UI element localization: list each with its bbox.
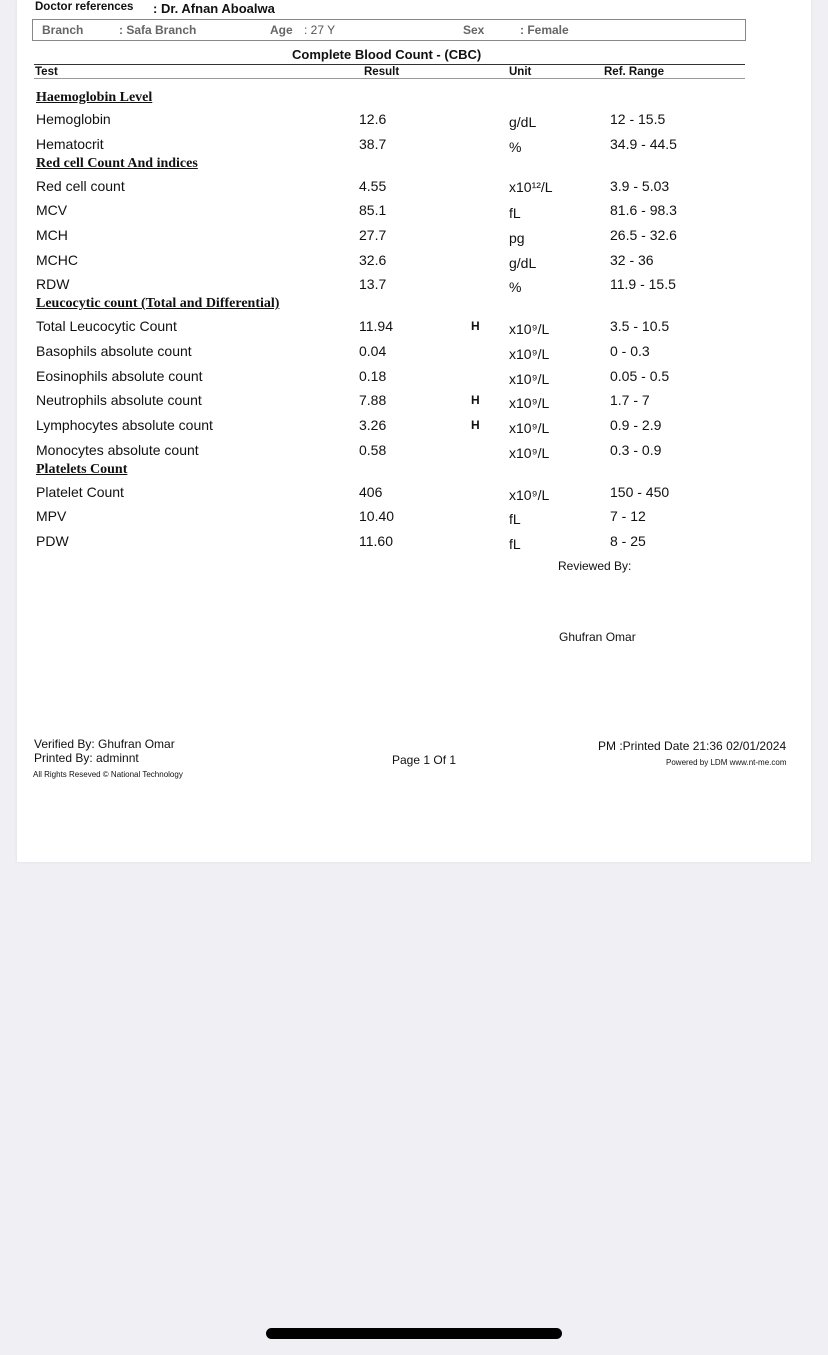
test-name: RDW — [36, 276, 70, 292]
test-result: 4.55 — [359, 178, 387, 194]
header-divider — [34, 64, 745, 65]
test-unit: fL — [509, 536, 521, 552]
page-number: Page 1 Of 1 — [392, 753, 457, 767]
high-flag: H — [471, 319, 480, 333]
test-name: Monocytes absolute count — [36, 442, 199, 458]
test-unit: x10⁹/L — [509, 420, 550, 436]
test-result: 85.1 — [359, 202, 387, 218]
reviewed-by-label: Reviewed By: — [558, 559, 632, 573]
printed-date: PM :Printed Date 21:36 02/01/2024 — [598, 739, 787, 753]
doctor-label: Doctor references — [35, 1, 134, 13]
test-name: Eosinophils absolute count — [36, 368, 203, 384]
test-name: Neutrophils absolute count — [36, 392, 202, 408]
section-leucocytic: Leucocytic count (Total and Differential) — [36, 296, 280, 311]
sex-value: : Female — [520, 23, 569, 37]
test-unit: x10⁹/L — [509, 445, 550, 461]
test-result: 11.94 — [359, 318, 393, 334]
test-result: 27.7 — [359, 227, 387, 243]
test-result: 0.18 — [359, 368, 387, 384]
test-name: Lymphocytes absolute count — [36, 417, 213, 433]
test-unit: g/dL — [509, 255, 537, 271]
reference-range: 0.3 - 0.9 — [610, 442, 662, 458]
printed-by: Printed By: adminnt — [34, 751, 139, 765]
test-name: MCHC — [36, 252, 78, 268]
age-label: Age — [270, 23, 293, 37]
test-name: Basophils absolute count — [36, 343, 192, 359]
test-name: Platelet Count — [36, 484, 124, 500]
column-ref-range: Ref. Range — [604, 66, 665, 78]
test-result: 11.60 — [359, 533, 393, 549]
high-flag: H — [471, 418, 480, 432]
test-result: 32.6 — [359, 252, 387, 268]
report-title: Complete Blood Count - (CBC) — [292, 47, 482, 62]
test-unit: x10⁹/L — [509, 487, 550, 503]
branch-label: Branch — [42, 23, 84, 37]
column-divider — [34, 78, 745, 79]
sex-label: Sex — [463, 23, 485, 37]
reference-range: 32 - 36 — [610, 252, 654, 268]
home-indicator[interactable] — [266, 1328, 562, 1339]
column-result: Result — [364, 66, 400, 78]
test-unit: pg — [509, 230, 525, 246]
column-test: Test — [35, 66, 58, 78]
test-unit: x10⁹/L — [509, 371, 550, 387]
age-value: : 27 Y — [304, 23, 336, 37]
reference-range: 3.5 - 10.5 — [610, 318, 670, 334]
reference-range: 12 - 15.5 — [610, 111, 666, 127]
reference-range: 3.9 - 5.03 — [610, 178, 670, 194]
rights-notice: All Rights Reseved © National Technology — [33, 770, 183, 779]
test-result: 7.88 — [359, 392, 387, 408]
test-result: 0.58 — [359, 442, 387, 458]
test-unit: % — [509, 139, 522, 155]
test-unit: % — [509, 279, 522, 295]
verified-by: Verified By: Ghufran Omar — [34, 737, 175, 751]
reference-range: 26.5 - 32.6 — [610, 227, 677, 243]
test-unit: g/dL — [509, 114, 537, 130]
reference-range: 150 - 450 — [610, 484, 670, 500]
patient-info-box — [32, 19, 746, 41]
reference-range: 0.05 - 0.5 — [610, 368, 670, 384]
test-name: Total Leucocytic Count — [36, 318, 177, 334]
section-platelets: Platelets Count — [36, 462, 128, 477]
column-unit: Unit — [509, 66, 532, 78]
test-result: 38.7 — [359, 136, 387, 152]
reference-range: 0.9 - 2.9 — [610, 417, 662, 433]
reference-range: 7 - 12 — [610, 508, 646, 524]
test-unit: x10⁹/L — [509, 346, 550, 362]
section-red-cell: Red cell Count And indices — [36, 156, 198, 171]
test-name: MCH — [36, 227, 68, 243]
test-unit: x10⁹/L — [509, 321, 550, 337]
test-unit: fL — [509, 205, 521, 221]
test-unit: fL — [509, 511, 521, 527]
test-unit: x10¹²/L — [509, 179, 553, 195]
reference-range: 81.6 - 98.3 — [610, 202, 677, 218]
test-name: Red cell count — [36, 178, 125, 194]
branch-value: : Safa Branch — [119, 23, 197, 37]
high-flag: H — [471, 393, 480, 407]
reference-range: 11.9 - 15.5 — [610, 276, 676, 292]
test-name: PDW — [36, 533, 69, 549]
test-result: 3.26 — [359, 417, 387, 433]
test-name: MCV — [36, 202, 68, 218]
test-unit: x10⁹/L — [509, 395, 550, 411]
test-result: 10.40 — [359, 508, 395, 524]
test-result: 13.7 — [359, 276, 387, 292]
reference-range: 8 - 25 — [610, 533, 646, 549]
powered-by: Powered by LDM www.nt-me.com — [666, 758, 787, 767]
test-result: 0.04 — [359, 343, 387, 359]
reference-range: 34.9 - 44.5 — [610, 136, 677, 152]
section-haemoglobin: Haemoglobin Level — [36, 90, 153, 105]
test-result: 12.6 — [359, 111, 387, 127]
reference-range: 1.7 - 7 — [610, 392, 650, 408]
test-name: MPV — [36, 508, 67, 524]
doctor-name: : Dr. Afnan Aboalwa — [153, 1, 275, 16]
lab-report-sheet — [17, 0, 811, 862]
reviewer-name: Ghufran Omar — [559, 630, 636, 644]
test-name: Hemoglobin — [36, 111, 111, 127]
reference-range: 0 - 0.3 — [610, 343, 650, 359]
test-name: Hematocrit — [36, 136, 104, 152]
test-result: 406 — [359, 484, 383, 500]
